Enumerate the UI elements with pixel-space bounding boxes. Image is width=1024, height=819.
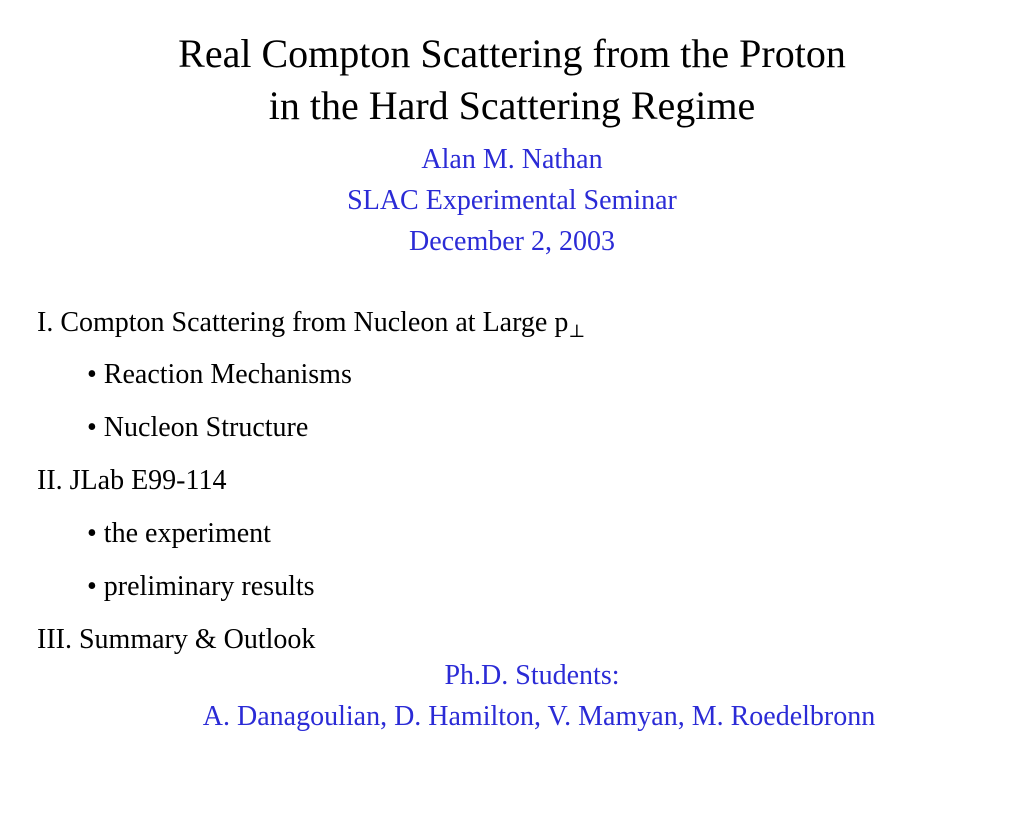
outline-section-3: III. Summary & Outlook xyxy=(37,624,316,655)
title-line-1: Real Compton Scattering from the Proton xyxy=(178,31,846,76)
outline-section-2: II. JLab E99-114 xyxy=(37,465,227,496)
outline-bullet: • Reaction Mechanisms xyxy=(87,359,352,390)
students-names: A. Danagoulian, D. Hamilton, V. Mamyan, M. Roedelbronn xyxy=(202,701,876,732)
outline-bullet: • the experiment xyxy=(87,518,271,549)
outline-bullet: • preliminary results xyxy=(87,571,315,602)
byline xyxy=(0,139,1024,262)
event-name: SLAC Experimental Seminar xyxy=(347,185,677,216)
outline-bullet: • Nucleon Structure xyxy=(87,412,309,443)
event-date: December 2, 2003 xyxy=(408,226,616,257)
title-line-2: in the Hard Scattering Regime xyxy=(268,83,756,128)
students-block xyxy=(0,655,1024,737)
outline-section-1 xyxy=(37,303,585,351)
students-heading: Ph.D. Students: xyxy=(444,660,620,691)
outline-section-1-label: I. Compton Scattering from Nucleon at Large p xyxy=(37,307,569,338)
slide-title xyxy=(0,28,1024,132)
author-name: Alan M. Nathan xyxy=(421,144,603,175)
perp-subscript: ⊥ xyxy=(568,321,586,341)
